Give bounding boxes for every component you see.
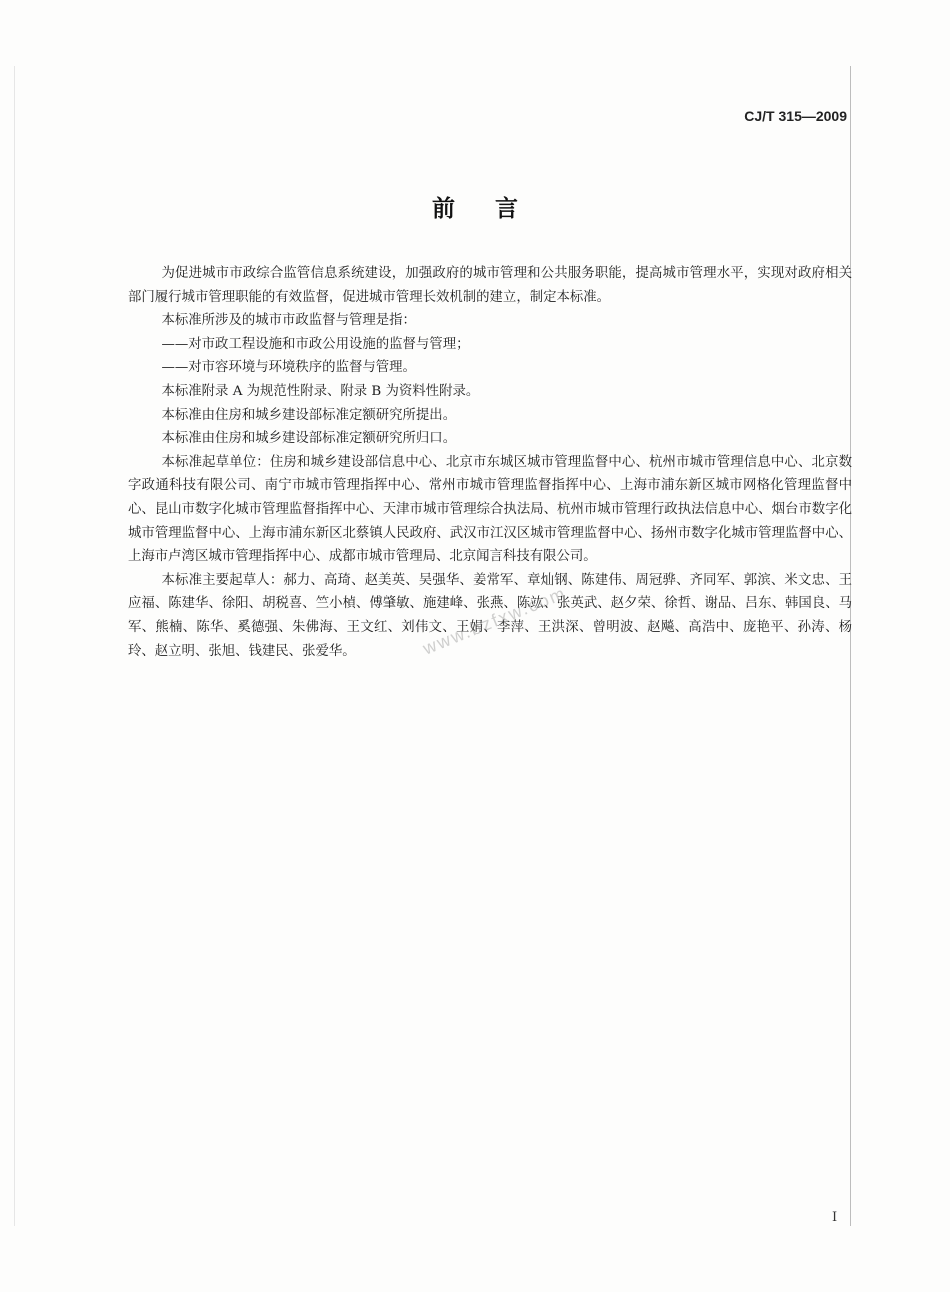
foreword-body <box>128 262 852 663</box>
left-margin-rule <box>14 66 15 1226</box>
drafting-units-paragraph: 本标准起草单位：住房和城乡建设部信息中心、北京市东城区城市管理监督中心、杭州市城市管理信息中心、北京数字政通科技有限公司、南宁市城市管理指挥中心、常州市城市管理监督指挥中心、上海市浦东新区城市网格化管理监督中心、昆山市数字化城市管理监督指挥中心、天津市城市管理综合执法局、杭州市城市管理行政执法信息中心、烟台市数字化城市管理监督中心、上海市浦东新区北蔡镇人民政府、武汉市江汉区城市管理监督中心、扬州市数字化城市管理监督中心、上海市卢湾区城市管理指挥中心、成都市城市管理局、北京闻言科技有限公司。 <box>128 454 852 565</box>
standard-code: CJ/T 315—2009 <box>744 108 847 124</box>
scope-item: ——对市容环境与环境秩序的监督与管理。 <box>161 360 416 376</box>
appendix-paragraph: 本标准附录 A 为规范性附录、附录 B 为资料性附录。 <box>161 383 480 399</box>
watermark: www.bzfxw.com <box>420 582 570 659</box>
managed-by-paragraph: 本标准由住房和城乡建设部标准定额研究所归口。 <box>161 431 457 447</box>
scope-intro-paragraph: 本标准所涉及的城市市政监督与管理是指： <box>161 313 416 329</box>
page-title: 前言 <box>432 196 558 222</box>
main-drafters-paragraph: 本标准主要起草人：郝力、高琦、赵美英、吴强华、姜常军、章灿钢、陈建伟、周冠骅、齐同军、郭滨、米文忠、王应福、陈建华、徐阳、胡税喜、竺小楨、傅肇敏、施建峰、张燕、陈竑、张英武、赵夕荣、徐哲、谢品、吕东、韩国良、马军、熊楠、陈华、奚德强、朱佛海、王文红、刘伟文、王娟、李萍、王洪深、曾明波、赵飚、高浩中、庞艳平、孙涛、杨玲、赵立明、张旭、钱建民、张爱华。 <box>128 572 852 659</box>
purpose-paragraph: 为促进城市市政综合监管信息系统建设，加强政府的城市管理和公共服务职能，提高城市管理水平，实现对政府相关部门履行城市管理职能的有效监督，促进城市管理长效机制的建立，制定本标准。 <box>128 266 852 305</box>
page-number: I <box>832 1210 838 1225</box>
scope-item: ——对市政工程设施和市政公用设施的监督与管理； <box>161 336 470 352</box>
proposed-by-paragraph: 本标准由住房和城乡建设部标准定额研究所提出。 <box>161 407 457 423</box>
